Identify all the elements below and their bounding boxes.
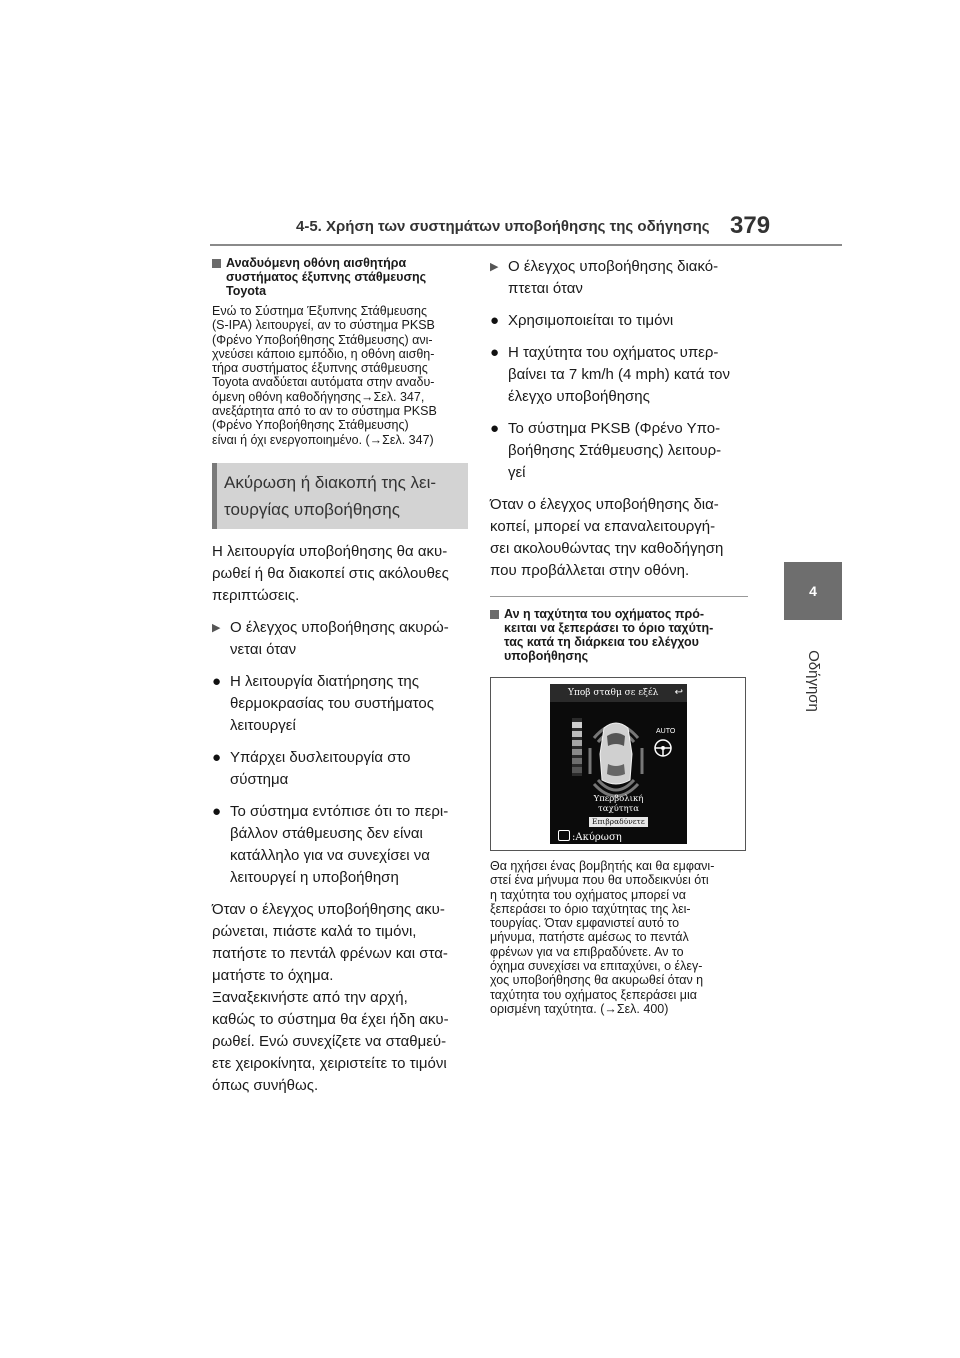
warning-line: Υπερβολική bbox=[593, 794, 644, 804]
text-line: που προβάλλεται στην οθόνη. bbox=[490, 562, 690, 579]
text-line: έλεγχο υποβοήθησης bbox=[508, 388, 650, 405]
intro-paragraph bbox=[212, 541, 470, 607]
text-line: Ξαναξεκινήστε από την αρχή, bbox=[212, 988, 408, 1006]
square-bullet-icon bbox=[212, 259, 221, 268]
subheading-line: Αν η ταχύτητα του οχήματος πρό- bbox=[504, 607, 704, 621]
text-line: (Φρένο Υποβοήθησης Στάθμευσης) ανι- bbox=[212, 332, 433, 347]
warning-line: ταχύτητα bbox=[598, 804, 639, 814]
subheading-line: Toyota bbox=[226, 284, 267, 298]
text-line: Όταν ο έλεγχος υποβοήθησης δια- bbox=[490, 496, 719, 513]
running-header-title: 4-5. Χρήση των συστημάτων υποβοήθησης της οδήγησης bbox=[296, 218, 710, 235]
chapter-label: Οδήγηση bbox=[805, 650, 822, 712]
text-line: Χρησιμοποιείται το τιμόνι bbox=[508, 312, 674, 329]
speed-bar-icon bbox=[572, 718, 582, 776]
section-divider bbox=[490, 596, 748, 597]
illustration-caption bbox=[490, 859, 752, 1016]
text-line: νεται όταν bbox=[230, 640, 297, 658]
text-line: είναι ή όχι ενεργοποιημένο. (→Σελ. 347) bbox=[212, 432, 434, 447]
chapter-tab: 4 bbox=[784, 562, 842, 620]
text-line: ρωθεί. Ενώ συνεχίζετε να σταθμεύ- bbox=[212, 1032, 447, 1050]
text-line: ρώνεται, πιάστε καλά το τιμόνι, bbox=[212, 922, 417, 940]
bullet-item bbox=[490, 418, 752, 484]
text-line: ξεπεράσει το όριο ταχύτητας της λει- bbox=[490, 901, 691, 916]
square-bullet-icon bbox=[490, 610, 499, 619]
text-line: σει ακολουθώντας την καθοδήγηση bbox=[490, 540, 724, 557]
steering-wheel-icon bbox=[655, 740, 671, 756]
subheading-line: υποβοήθησης bbox=[504, 649, 589, 663]
camera-button-icon bbox=[558, 830, 570, 841]
text-line: Το σύστημα PKSB (Φρένο Υπο- bbox=[508, 420, 721, 437]
text-line: λειτουργεί η υποβοήθηση bbox=[230, 868, 399, 886]
circle-bullet-icon: ● bbox=[490, 312, 500, 329]
bullet-item bbox=[212, 801, 470, 889]
triangle-item bbox=[212, 617, 470, 661]
text-line: (Φρένο Υποβοήθησης Στάθμευσης) bbox=[212, 418, 409, 433]
text-line: βαίνει τα 7 km/h (4 mph) κατά τον bbox=[508, 366, 730, 383]
subheading-line: συστήματος έξυπνης στάθμευσης bbox=[226, 270, 427, 284]
text-line: Η λειτουργία υποβοήθησης θα ακυ- bbox=[212, 542, 448, 560]
text-line: Ο έλεγχος υποβοήθησης διακό- bbox=[508, 258, 719, 275]
triangle-item bbox=[490, 256, 752, 300]
resume-paragraph bbox=[490, 494, 752, 582]
text-line: φρένων για να επιβραδύνετε. Αν το bbox=[490, 944, 684, 959]
text-line: ανεξάρτητα από το αν το σύστημα PKSB bbox=[212, 404, 437, 419]
circle-bullet-icon: ● bbox=[212, 802, 222, 820]
overspeed-warning bbox=[550, 794, 687, 814]
text-line: πτεται όταν bbox=[508, 280, 583, 297]
subheading-popup-screen bbox=[212, 256, 470, 298]
text-line: καθώς το σύστημα θα έχει ήδη ακυ- bbox=[212, 1010, 449, 1028]
section-title-box bbox=[212, 463, 468, 529]
text-line: Όταν ο έλεγχος υποβοήθησης ακυ- bbox=[212, 900, 445, 918]
text-line: Ο έλεγχος υποβοήθησης ακυρώ- bbox=[230, 618, 449, 636]
circle-bullet-icon: ● bbox=[212, 748, 222, 766]
text-line: Θα ηχήσει ένας βομβητής και θα εμφανι- bbox=[490, 859, 715, 873]
section-title-line: Ακύρωση ή διακοπή της λει- bbox=[224, 472, 437, 492]
text-line: κοπεί, μπορεί να επαναλειτουργή- bbox=[490, 518, 716, 535]
subheading-line: κειται να ξεπεράσει το όριο ταχύτη- bbox=[504, 621, 714, 635]
text-line: όπως συνήθως. bbox=[212, 1076, 319, 1094]
text-line: Η ταχύτητα του οχήματος υπερ- bbox=[508, 344, 719, 361]
screen-title: Υποβ σταθμ σε εξέλ bbox=[568, 688, 659, 698]
subheading-line: Αναδυόμενη οθόνη αισθητήρα bbox=[226, 256, 407, 270]
text-line: μήνυμα, πατήστε αμέσως το πεντάλ bbox=[490, 930, 689, 945]
text-line: Η λειτουργία διατήρησης της bbox=[230, 672, 419, 690]
subheading-line: τας κατά τη διάρκεια του ελέγχου bbox=[504, 635, 699, 649]
display-illustration-frame bbox=[490, 677, 746, 851]
text-line: τήρα συστήματος έξυπνης στάθμευσης bbox=[212, 361, 428, 376]
text-line: θερμοκρασίας του συστήματος bbox=[230, 694, 434, 712]
text-line: ορισμένη ταχύτητα. (→Σελ. 400) bbox=[490, 1001, 669, 1016]
cancel-control bbox=[558, 830, 622, 844]
text-line: τουργίας. Όταν εμφανιστεί αυτό το bbox=[490, 916, 680, 931]
bullet-item bbox=[212, 671, 470, 737]
text-line: κατάλληλο για να συνεχίσει να bbox=[230, 846, 430, 864]
text-line: γεί bbox=[508, 464, 526, 481]
slow-down-message: Επιβραδύνετε bbox=[589, 817, 648, 827]
popup-paragraph bbox=[212, 304, 470, 447]
text-line: περιπτώσεις. bbox=[212, 586, 300, 604]
text-line: όμενη οθόνη καθοδήγησης→Σελ. 347, bbox=[212, 389, 425, 404]
text-line: χνεύσει κάποιο εμπόδιο, η οθόνη αισθη- bbox=[212, 346, 435, 361]
triangle-bullet-icon: ▶ bbox=[212, 621, 221, 634]
text-line: όχημα συνεχίσει να επιταχύνει, ο έλεγ- bbox=[490, 959, 703, 974]
circle-bullet-icon: ● bbox=[490, 420, 500, 437]
text-line: ταχύτητα του οχήματος ξεπεράσει μια bbox=[490, 987, 697, 1002]
text-line: βάλλον στάθμευσης δεν είναι bbox=[230, 824, 423, 842]
bullet-item bbox=[490, 310, 752, 332]
auto-label: AUTO bbox=[656, 728, 676, 735]
text-line: ματήστε το όχημα. bbox=[212, 966, 334, 984]
text-line: βοήθησης Στάθμευσης) λειτουρ- bbox=[508, 442, 722, 459]
back-icon: ↩ bbox=[674, 687, 683, 698]
left-column bbox=[212, 256, 470, 1097]
bullet-item bbox=[212, 747, 470, 791]
text-line: ρωθεί ή θα διακοπεί στις ακόλουθες bbox=[212, 564, 449, 582]
page-number: 379 bbox=[730, 212, 771, 239]
right-column bbox=[490, 256, 752, 1016]
text-line: Ενώ το Σύστημα Έξυπνης Στάθμευσης bbox=[212, 304, 428, 318]
text-line: Το σύστημα εντόπισε ότι το περι- bbox=[230, 802, 449, 820]
subheading-speed-limit bbox=[490, 607, 752, 663]
text-line: ετε χειροκίνητα, χειριστείτε το τιμόνι bbox=[212, 1054, 447, 1072]
triangle-bullet-icon: ▶ bbox=[490, 261, 499, 273]
text-line: χος υποβοήθησης θα ακυρωθεί όταν η bbox=[490, 973, 704, 988]
text-line: Υπάρχει δυσλειτουργία στο bbox=[230, 748, 411, 766]
circle-bullet-icon: ● bbox=[212, 672, 222, 690]
text-line: πατήστε το πεντάλ φρένων και στα- bbox=[212, 944, 448, 962]
closing-paragraph bbox=[212, 899, 470, 1097]
text-line: σύστημα bbox=[230, 770, 289, 788]
car-icon bbox=[600, 723, 632, 784]
text-line: Toyota αναδύεται αυτόματα στην αναδυ- bbox=[212, 375, 435, 390]
text-line: λειτουργεί bbox=[230, 716, 296, 734]
text-line: στεί ένα μήνυμα που θα υποδεικνύει ότι bbox=[490, 873, 709, 888]
text-line: (S-IPA) λειτουργεί, αν το σύστημα PKSB bbox=[212, 318, 435, 333]
parking-assist-screen bbox=[550, 684, 687, 844]
text-line: η ταχύτητα του οχήματος μπορεί να bbox=[490, 887, 686, 902]
bullet-item bbox=[490, 342, 752, 408]
header-divider bbox=[210, 244, 842, 246]
circle-bullet-icon: ● bbox=[490, 344, 500, 361]
section-title-line: τουργίας υποβοήθησης bbox=[224, 499, 400, 519]
cancel-label: :Ακύρωση bbox=[572, 832, 622, 843]
